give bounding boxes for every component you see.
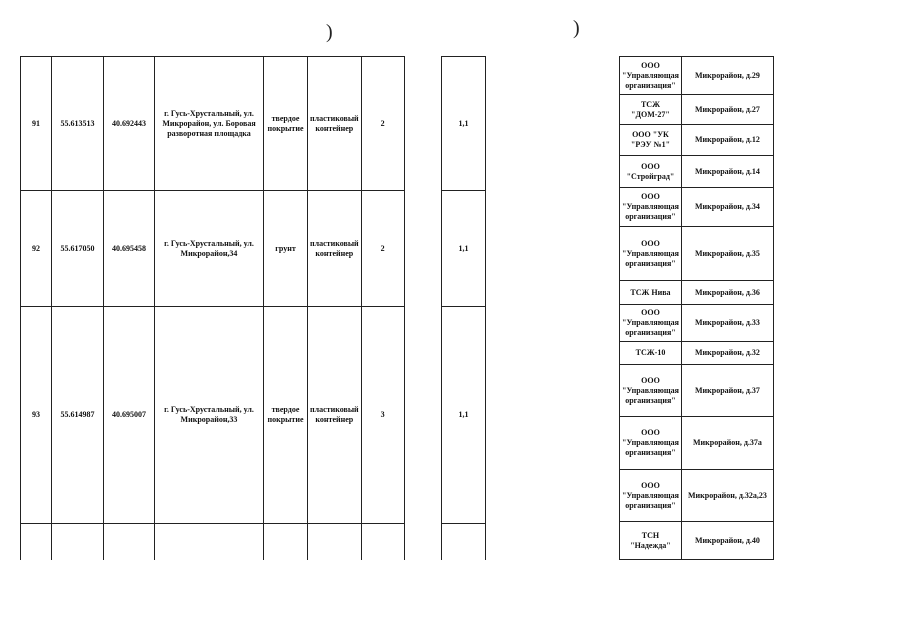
scan-mark-right: ) [573, 17, 580, 39]
table-row [620, 188, 774, 227]
building-address: Микрорайон, д.29 [681, 57, 773, 95]
table-row [620, 305, 774, 342]
container-count: 3 [361, 307, 404, 524]
building-address: Микрорайон, д.37 [681, 365, 773, 417]
container-volume: 1,1 [442, 57, 486, 191]
surface-type [264, 524, 308, 560]
building-address: Микрорайон, д.34 [681, 188, 773, 227]
container-volume [442, 524, 486, 560]
building-address: Микрорайон, д.12 [681, 125, 773, 156]
container-type: пластиковый контейнер [308, 307, 362, 524]
organization-name: ООО "Управляющая организация" [620, 365, 682, 417]
organization-name: ООО "Управляющая организация" [620, 417, 682, 470]
building-address: Микрорайон, д.36 [681, 281, 773, 305]
row-number: 93 [21, 307, 52, 524]
longitude: 40.695458 [104, 191, 155, 307]
row-number [21, 524, 52, 560]
longitude: 40.695007 [104, 307, 155, 524]
organization-name: ООО "Управляющая организация" [622, 60, 679, 90]
organization-name: ООО "УК "РЭУ №1" [620, 125, 682, 156]
table-row [442, 524, 486, 560]
latitude: 55.617050 [52, 191, 104, 307]
building-address: Микрорайон, д.27 [681, 95, 773, 125]
table-row [21, 524, 405, 560]
table-row [620, 417, 774, 470]
organization-name: ТСЖ "ДОМ-27" [620, 95, 682, 125]
table-row [620, 227, 774, 281]
main-table [20, 56, 405, 560]
organization-name: ООО "Управляющая организация" [622, 308, 679, 337]
organization-name: ТСН "Надежда" [620, 522, 682, 560]
table-row [620, 95, 774, 125]
building-address: Микрорайон, д.32а,23 [681, 470, 773, 522]
table-row [620, 470, 774, 522]
building-address: Микрорайон, д.33 [681, 305, 773, 342]
container-type: пластиковый контейнер [308, 191, 362, 307]
address: г. Гусь-Хрустальный, ул. Микрорайон, ул. Боровая разворотная площадка [155, 57, 264, 191]
volume-table [441, 56, 486, 560]
building-address: Микрорайон, д.35 [681, 227, 773, 281]
container-type: пластиковый контейнер [308, 57, 362, 191]
table-row [620, 156, 774, 188]
surface-type: твердое покрытие [264, 307, 308, 524]
organization-name: ООО "Управляющая организация" [620, 227, 682, 281]
latitude: 55.613513 [52, 57, 104, 191]
organization-name: ТСЖ Нива [620, 281, 682, 305]
address: г. Гусь-Хрустальный, ул. Микрорайон,34 [155, 191, 264, 307]
organization-name: ТСЖ-10 [620, 342, 682, 365]
address: г. Гусь-Хрустальный, ул. Микрорайон,33 [155, 307, 264, 524]
table-row [620, 365, 774, 417]
table-row [442, 191, 486, 307]
longitude: 40.692443 [104, 57, 155, 191]
address [155, 524, 264, 560]
table-row [442, 307, 486, 524]
building-address: Микрорайон, д.37а [681, 417, 773, 470]
organization-name: ООО "Стройград" [620, 156, 682, 188]
table-row [21, 307, 405, 524]
container-count: 2 [361, 57, 404, 191]
surface-type: грунт [264, 191, 308, 307]
container-type [308, 524, 362, 560]
organizations-table [619, 56, 774, 560]
organization-name: ООО "Управляющая организация" [620, 470, 682, 522]
table-row [620, 125, 774, 156]
container-volume: 1,1 [442, 307, 486, 524]
surface-type: твердое покрытие [264, 57, 308, 191]
table-row [620, 522, 774, 560]
table-row [620, 342, 774, 365]
latitude: 55.614987 [52, 307, 104, 524]
row-number: 92 [21, 191, 52, 307]
table-row [442, 57, 486, 191]
organization-name: ООО "Управляющая организация" [622, 192, 679, 221]
table-row [620, 57, 774, 95]
container-count [361, 524, 404, 560]
table-row [21, 191, 405, 307]
table-row [21, 57, 405, 191]
building-address: Микрорайон, д.14 [681, 156, 773, 188]
scan-mark-left: ) [326, 21, 333, 43]
row-number: 91 [21, 57, 52, 191]
building-address: Микрорайон, д.40 [681, 522, 773, 560]
table-row [620, 281, 774, 305]
container-count: 2 [361, 191, 404, 307]
longitude [104, 524, 155, 560]
building-address: Микрорайон, д.32 [681, 342, 773, 365]
latitude [52, 524, 104, 560]
container-volume: 1,1 [442, 191, 486, 307]
